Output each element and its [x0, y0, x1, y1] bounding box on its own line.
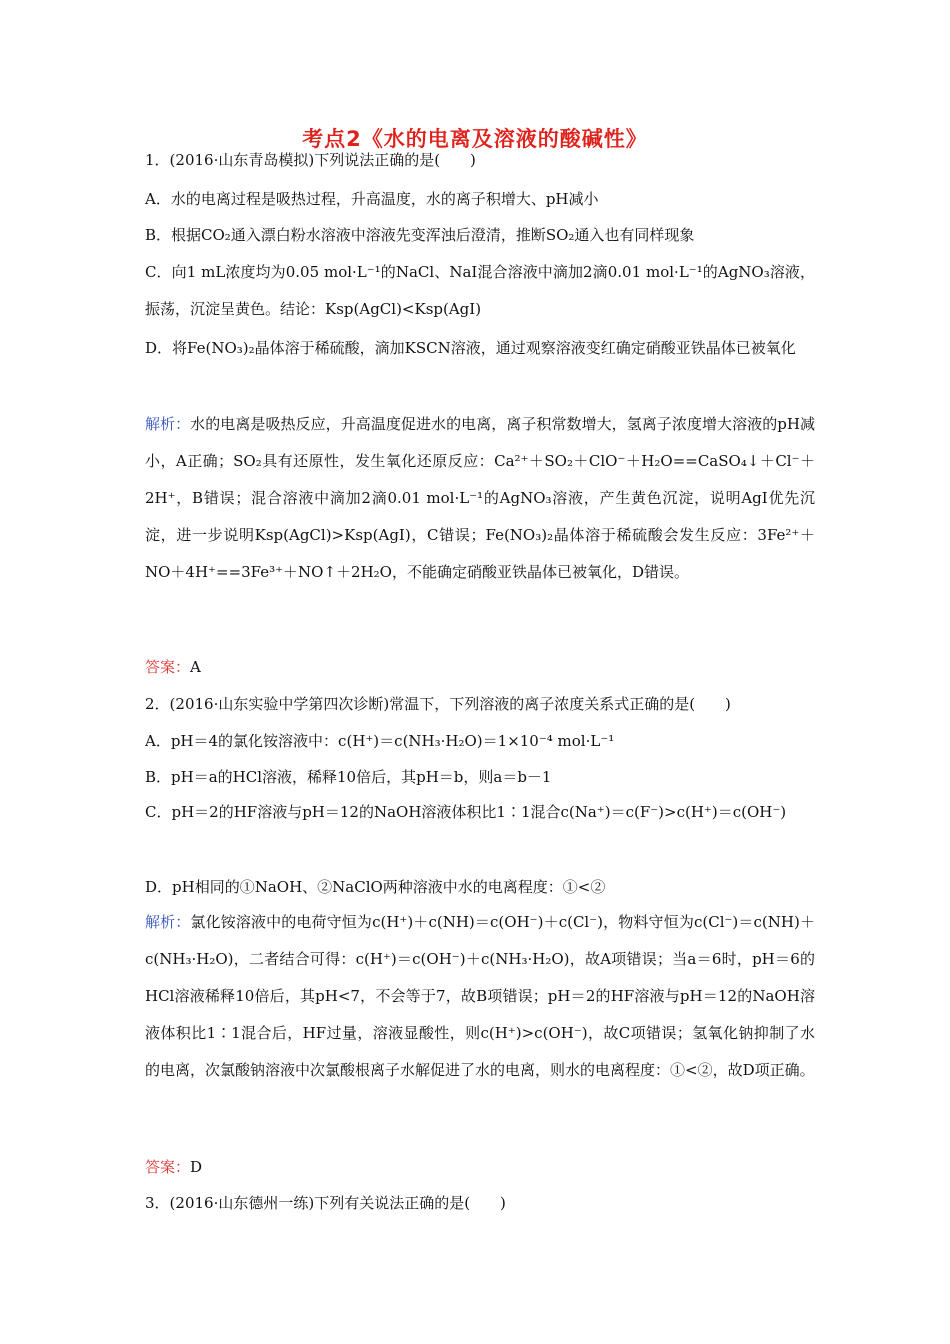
q1-option-a: A．水的电离过程是吸热过程，升高温度，水的离子积增大、pH减小 — [145, 190, 599, 208]
q1-option-b: B．根据CO₂通入漂白粉水溶液中溶液先变浑浊后澄清，推断SO₂通入也有同样现象 — [145, 226, 695, 244]
q1-stem: 1．(2016·山东青岛模拟)下列说法正确的是( ) — [145, 151, 476, 169]
q2-analysis: 解析：氯化铵溶液中的电荷守恒为c(H⁺)＋c(NH)＝c(OH⁻)＋c(Cl⁻)，物料守恒为c(Cl⁻)＝c(NH)＋c(NH₃·H₂O)，二者结合可得：c(H⁺)＝c(OH⁻)＋c(NH₃·H₂O)，故A项错误；当a＝6时，pH＝6的HCl溶液稀释10倍后，其pH<7，不会等于7，故B项错误；pH＝2的HF溶液与pH＝12的NaOH溶液体积比1∶1混合后，HF过量，溶液显酸性，则c(H⁺)>c(OH⁻)，故C项错误；氢氧化钠抑制了水的电离，次氯酸钠溶液中次氯酸根离子水解促进了水的电离，则水的电离程度：①<②，故D项正确。 — [145, 913, 815, 1079]
q1-answer-label: 答案： — [145, 658, 191, 676]
q1-analysis-label: 解析： — [145, 415, 191, 433]
q2-answer — [145, 1157, 815, 1177]
q2-option-a: A．pH＝4的氯化铵溶液中：c(H⁺)＝c(NH₃·H₂O)＝1×10⁻⁴ mol·L⁻¹ — [145, 732, 615, 750]
q2-option-c: C．pH＝2的HF溶液与pH＝12的NaOH溶液体积比1∶1混合c(Na⁺)＝c(F⁻)>c(H⁺)＝c(OH⁻) — [145, 803, 787, 821]
q3-stem: 3．(2016·山东德州一练)下列有关说法正确的是( ) — [145, 1194, 506, 1212]
q1-analysis: 解析：水的电离是吸热反应，升高温度促进水的电离，离子积常数增大，氢离子浓度增大溶液的pH减小，A正确；SO₂具有还原性，发生氧化还原反应：Ca²⁺＋SO₂＋ClO⁻＋H₂O==CaSO₄↓＋Cl⁻＋2H⁺，B错误；混合溶液中滴加2滴0.01 mol·L⁻¹的AgNO₃溶液，产生黄色沉淀，说明AgI优先沉淀，进一步说明Ksp(AgCl)>Ksp(AgI)，C错误；Fe(NO₃)₂晶体溶于稀硫酸会发生反应：3Fe²⁺＋NO＋4H⁺==3Fe³⁺＋NO↑＋2H₂O，不能确定硝酸亚铁晶体已被氧化，D错误。 — [145, 415, 815, 581]
q1-answer — [145, 657, 815, 677]
q1-option-d: D．将Fe(NO₃)₂晶体溶于稀硫酸，滴加KSCN溶液，通过观察溶液变红确定硝酸亚铁晶体已被氧化 — [145, 339, 796, 357]
q2-stem: 2．(2016·山东实验中学第四次诊断)常温下，下列溶液的离子浓度关系式正确的是( ) — [145, 695, 731, 713]
q1-option-c: C．向1 mL浓度均为0.05 mol·L⁻¹的NaCl、NaI混合溶液中滴加2滴0.01 mol·L⁻¹的AgNO₃溶液，振荡，沉淀呈黄色。结论：Ksp(AgCl)<Ksp(AgI) — [145, 263, 815, 318]
q1-answer-value: A — [190, 658, 201, 676]
q2-answer-value: D — [190, 1158, 203, 1176]
page-title: 考点2《水的电离及溶液的酸碱性》 — [302, 127, 648, 151]
q2-analysis-label: 解析： — [145, 913, 191, 931]
q2-option-d: D．pH相同的①NaOH、②NaClO两种溶液中水的电离程度：①<② — [145, 878, 606, 896]
q2-answer-label: 答案： — [145, 1158, 191, 1176]
q2-option-b: B．pH＝a的HCl溶液，稀释10倍后，其pH＝b，则a＝b－1 — [145, 768, 552, 786]
